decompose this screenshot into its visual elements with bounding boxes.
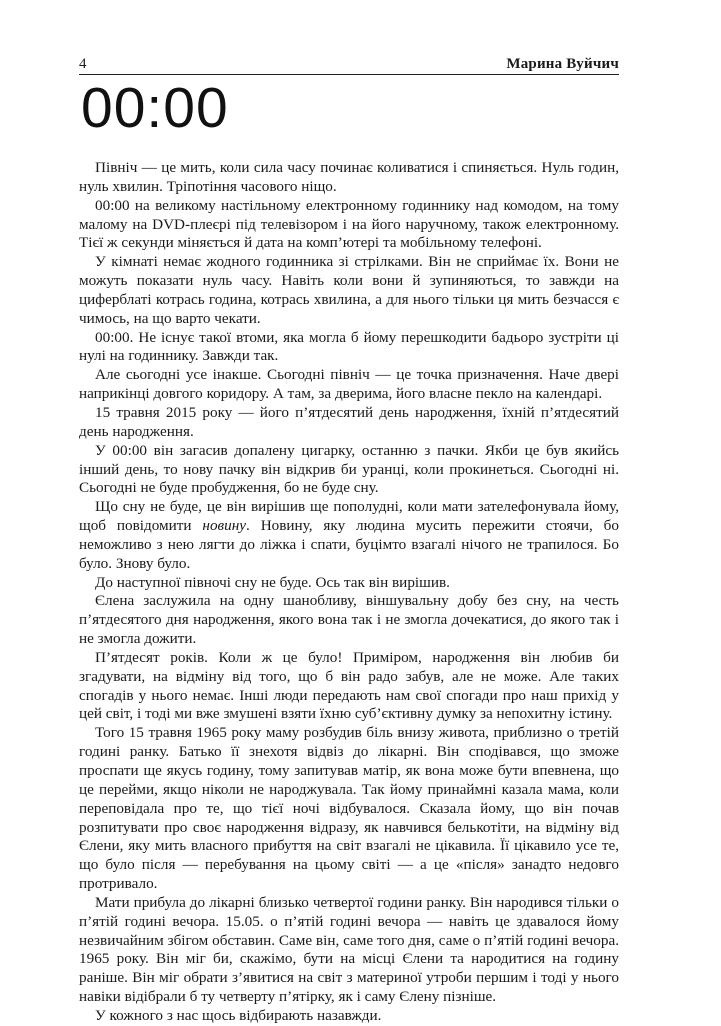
paragraph: Єлена заслужила на одну шанобливу, віншувальну добу без сну, на честь п’ятдесятого дня народження, якого вона так і не змогла дочекатися, до якого так і не змогла дожити. — [79, 592, 619, 648]
emphasized-word: новину — [202, 517, 247, 535]
paragraph: У кімнаті немає жодного годинника зі стрілками. Він не сприймає їх. Вони не можуть показати нуль часу. Навіть коли вони й зупиняються, то завжди на циферблаті котрась година, котрась хвилина, а для нього тільки ця мить безчасся є чимось, на що варто чекати. — [79, 253, 619, 327]
paragraph — [79, 498, 619, 573]
paragraph: 00:00 на великому настільному електронному годиннику над комодом, на тому малому на DVD-плеєрі під телевізором і на його наручному, також електронному. Тієї ж секунди міняється й дата на комп’ютері та мобільному телефоні. — [79, 196, 619, 252]
paragraph: Того 15 травня 1965 року маму розбудив біль внизу живота, приблизно о третій годині ранку. Батько її знехотя відвіз до лікарні. Він сподівався, що зможе проспати ще якусь годину, тому запитував матір, як вона може бути впевнена, що це перейми, якщо ніколи не народжувала. Так йому принаймні казала мама, коли переповідала про те, що тієї ночі відбувалося. Сказала йому, що він почав розпитувати про своє народження відразу, як навчився белькотіти, на відміну від Єлени, яку мить власного прибуття на світ взагалі не цікавила. Її цікавило усе те, що було після — перебування на цьому світі — а це «після» занадто недовго протривало. — [79, 724, 619, 893]
paragraph-text: . Новину, яку людина мусить пережити стоячи, бо неможливо з нею лягти до ліжка і спати, буцімто взагалі нічого не трапилося. Бо було. Знову було. — [79, 517, 619, 572]
chapter-title: 00:00 — [81, 76, 229, 140]
paragraph: Але сьогодні усе інакше. Сьогодні північ — це точка призначення. Наче двері наприкінці довгого коридору. А там, за дверима, його власне пекло на календарі. — [79, 366, 619, 403]
page-number: 4 — [79, 56, 87, 72]
running-header — [79, 52, 619, 75]
paragraph-text: Що сну не буде, це він вирішив ще пополудні, коли мати зателефонувала йому, щоб повідомити — [79, 498, 619, 535]
paragraph: Мати прибула до лікарні близько четвертої години ранку. Він народився тільки о п’ятій годині вечора. 15.05. о п’ятій годині вечора — навіть це здавалося йому незвичайним збігом обставин. Саме він, саме того дня, саме о п’ятій годині вечора. 1965 року. Він міг би, скажімо, бути на місці Єлени та народитися на годину раніше. Він міг обрати з’явитися на світ з материної утроби першим і тоді у нього навіки відібрали б ту четверту п’ятірку, як і саму Єлену пізніше. — [79, 893, 619, 1006]
chapter-body — [79, 159, 619, 1026]
author-name: Марина Вуйчич — [506, 56, 619, 72]
paragraph: У 00:00 він загасив допалену цигарку, останню з пачки. Якби це був якийсь інший день, то нову пачку він відкрив би уранці, коли прокинеться. Сьогодні ні. Сьогодні не буде пробудження, бо не буде сну. — [79, 441, 619, 497]
paragraph: У кожного з нас щось відбирають назавжди. — [95, 1006, 382, 1024]
paragraph: Північ — це мить, коли сила часу починає коливатися і спиняється. Нуль годин, нуль хвилин. Тріпотіння часового ніщо. — [79, 159, 619, 195]
book-page — [79, 52, 619, 1026]
paragraph: 15 травня 2015 року — його п’ятдесятий день народження, їхній п’ятдесятий день народження. — [79, 403, 619, 440]
paragraph: До наступної півночі сну не буде. Ось так він вирішив. — [95, 573, 450, 591]
paragraph: 00:00. Не існує такої втоми, яка могла б йому перешкодити бадьоро зустріти ці нулі на годиннику. Завжди так. — [79, 328, 619, 365]
paragraph: П’ятдесят років. Коли ж це було! Приміром, народження він любив би згадувати, на відміну від того, що б він радо забув, але не може. Але таких спогадів у нього немає. Інші люди передають нам свої спогади про наш прихід у цей світ, і тоді ми вже змушені взяти їхню суб’єктивну думку за непохитну істину. — [79, 648, 619, 723]
